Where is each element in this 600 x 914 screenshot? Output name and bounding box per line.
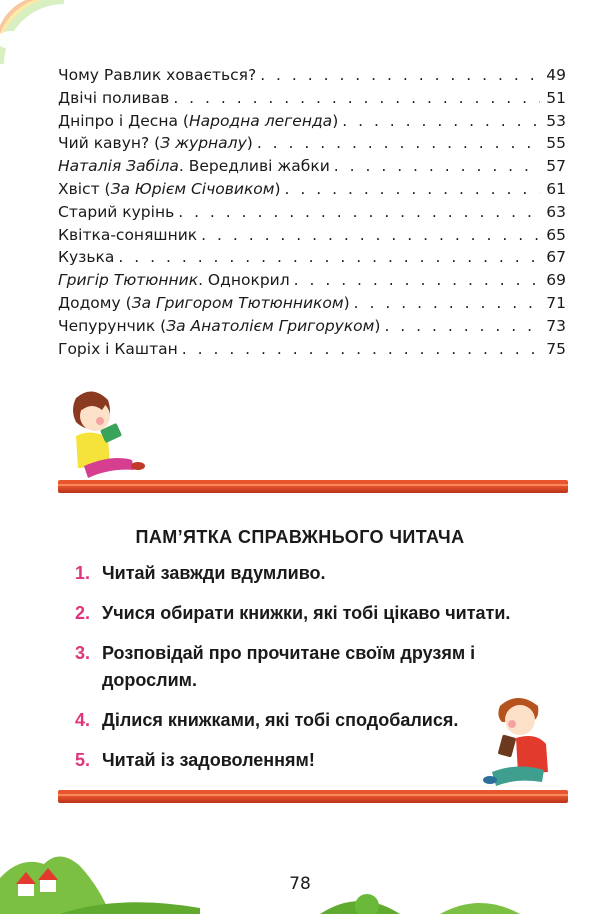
- memo-item-text: Ділися книжками, які тобі сподобалися.: [102, 710, 459, 730]
- toc-entry: [58, 64, 566, 87]
- toc-entry: [58, 110, 566, 133]
- toc-page-number: 57: [546, 157, 566, 176]
- toc-entry-title: Дніпро і Десна (Народна легенда): [58, 111, 339, 130]
- toc-leader-dots: [354, 292, 540, 315]
- toc-entry-title: Двічі поливав: [58, 88, 170, 107]
- memo-item-text: Учися обирати книжки, які тобі цікаво читати.: [102, 603, 511, 623]
- rainbow-decoration: [0, 0, 70, 70]
- toc-leader-dots: [285, 178, 540, 201]
- memo-item-text: Читай із задоволенням!: [102, 750, 315, 770]
- memo-item-text: Розповідай про прочитане своїм друзям і дорослим.: [102, 643, 476, 690]
- memo-item-number: 5.: [75, 750, 91, 770]
- toc-entry: [58, 292, 566, 315]
- girl-reading-illustration: [62, 388, 154, 488]
- toc-entry: [58, 338, 566, 361]
- toc-entry: [58, 155, 566, 178]
- toc-entry-title: Чому Равлик ховається?: [58, 66, 257, 84]
- toc-page-number: 63: [546, 202, 566, 221]
- memo-item-number: 1.: [75, 563, 91, 583]
- toc-leader-dots: [294, 269, 540, 292]
- shelf-divider: [58, 480, 568, 493]
- toc-entry: [58, 246, 566, 269]
- toc-entry-title: Додому (За Григором Тютюнником): [58, 293, 350, 312]
- toc-leader-dots: [342, 110, 540, 133]
- toc-entry-title: Наталія Забіла. Вередливі жабки: [58, 157, 330, 176]
- toc-entry: [58, 87, 566, 110]
- memo-item-number: 3.: [75, 643, 91, 663]
- toc-page-number: 55: [546, 134, 566, 153]
- toc-leader-dots: [178, 201, 540, 224]
- memo-item-number: 2.: [75, 603, 91, 623]
- page-number: 78: [289, 874, 311, 894]
- toc-entry-title: Хвіст (За Юрієм Січовиком): [58, 179, 281, 198]
- toc-leader-dots: [118, 246, 540, 269]
- table-of-contents: [58, 64, 566, 360]
- toc-entry-title: Кузька: [58, 248, 115, 267]
- toc-page-number: 71: [546, 293, 566, 312]
- toc-page-number: 65: [546, 225, 566, 244]
- toc-page-number: 67: [546, 248, 566, 267]
- memo-item: [75, 640, 555, 694]
- toc-page-number: 75: [546, 339, 566, 358]
- toc-entry-title: Григір Тютюнник. Однокрил: [58, 271, 290, 290]
- toc-page-number: 49: [546, 66, 566, 84]
- toc-page-number: 61: [546, 179, 566, 198]
- toc-leader-dots: [201, 224, 540, 247]
- memo-item: [75, 600, 555, 627]
- toc-leader-dots: [173, 87, 540, 110]
- toc-entry: [58, 132, 566, 155]
- memo-item-text: Читай завжди вдумливо.: [102, 563, 326, 583]
- toc-page-number: 51: [546, 88, 566, 107]
- toc-entry: [58, 201, 566, 224]
- toc-page-number: 69: [546, 271, 566, 290]
- toc-entry: [58, 224, 566, 247]
- toc-entry-title: Чий кавун? (З журналу): [58, 134, 253, 153]
- memo-title: ПАМ’ЯТКА СПРАВЖНЬОГО ЧИТАЧА: [135, 527, 465, 547]
- toc-leader-dots: [334, 155, 540, 178]
- toc-page-number: 53: [546, 111, 566, 130]
- boy-reading-illustration: [478, 692, 560, 792]
- toc-entry-title: Старий курінь: [58, 202, 175, 221]
- toc-entry-title: Квітка-соняшник: [58, 225, 198, 244]
- toc-leader-dots: [260, 64, 540, 87]
- toc-entry: [58, 269, 566, 292]
- toc-entry: [58, 178, 566, 201]
- toc-entry: [58, 315, 566, 338]
- toc-leader-dots: [257, 132, 540, 155]
- toc-entry-title: Чепурунчик (За Анатолієм Григоруком): [58, 316, 381, 335]
- memo-item: [75, 560, 555, 587]
- shelf-divider-bottom: [58, 790, 568, 803]
- toc-leader-dots: [182, 338, 540, 361]
- memo-item-number: 4.: [75, 710, 91, 730]
- toc-page-number: 73: [546, 316, 566, 335]
- toc-leader-dots: [384, 315, 540, 338]
- toc-entry-title: Горіх і Каштан: [58, 339, 178, 358]
